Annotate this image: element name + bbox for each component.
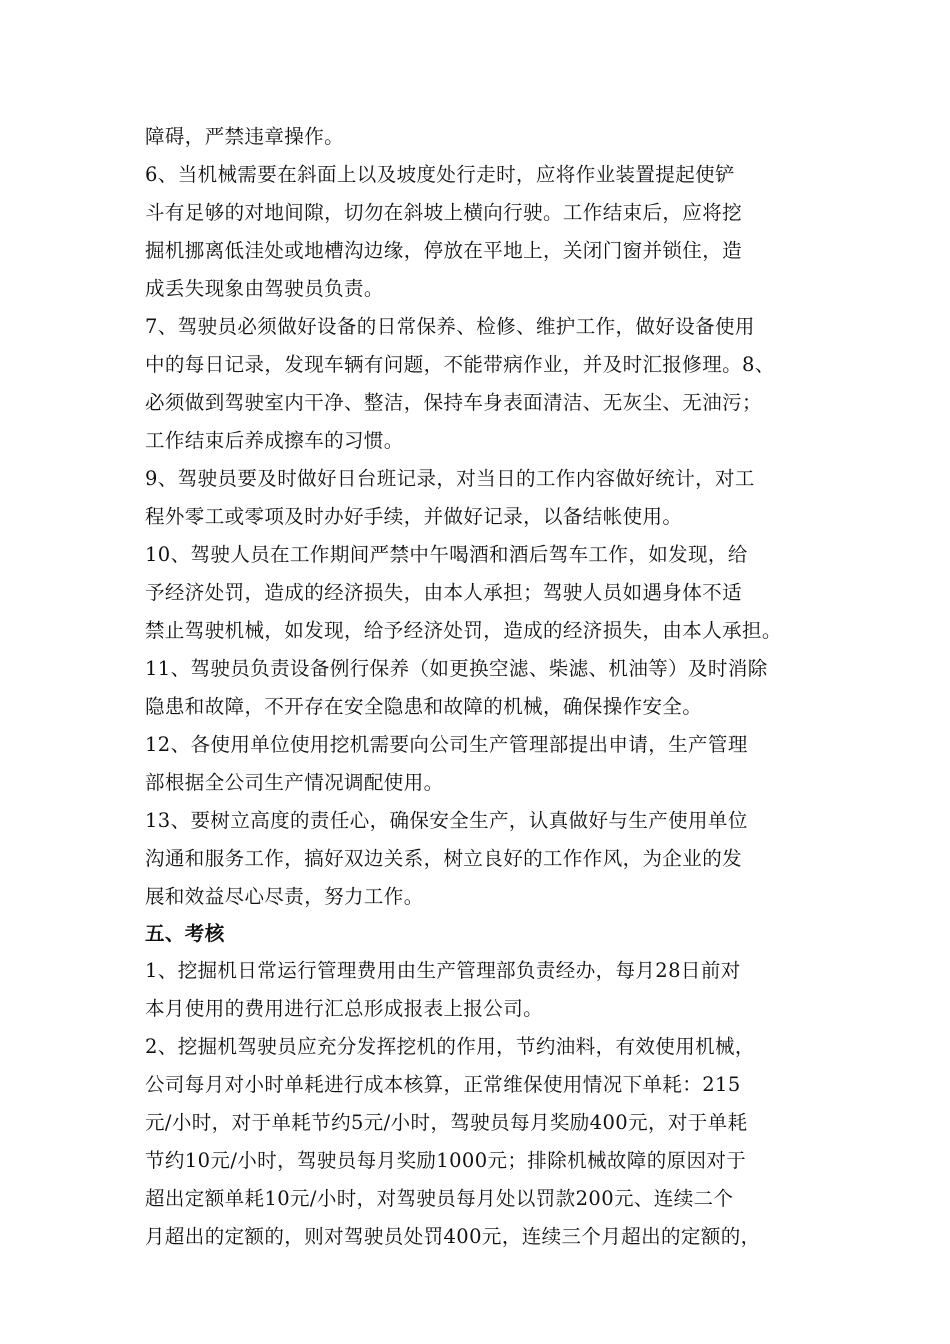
- text-line: 10、驾驶人员在工作期间严禁中午喝酒和酒后驾车工作，如发现，给: [145, 543, 748, 566]
- text-line: 1、挖掘机日常运行管理费用由生产管理部负责经办，每月28日前对: [145, 959, 741, 982]
- text-line: 超出定额单耗10元/小时，对驾驶员每月处以罚款200元、连续二个: [145, 1187, 734, 1210]
- text-line: 中的每日记录，发现车辆有问题，不能带病作业，并及时汇报修理。8、: [145, 353, 775, 376]
- text-line: 13、要树立高度的责任心，确保安全生产，认真做好与生产使用单位: [145, 809, 748, 832]
- text-line: 部根据全公司生产情况调配使用。: [145, 771, 444, 794]
- text-line: 工作结束后养成擦车的习惯。: [145, 429, 404, 452]
- section-heading: 五、考核: [145, 922, 225, 945]
- text-line: 2、挖掘机驾驶员应充分发挥挖机的作用，节约油料，有效使用机械，: [145, 1035, 755, 1058]
- text-line: 9、驾驶员要及时做好日台班记录，对当日的工作内容做好统计，对工: [145, 467, 755, 490]
- text-line: 成丢失现象由驾驶员负责。: [145, 277, 384, 300]
- text-line: 7、驾驶员必须做好设备的日常保养、检修、维护工作，做好设备使用: [145, 315, 755, 338]
- text-line: 隐患和故障，不开存在安全隐患和故障的机械，确保操作安全。: [145, 695, 703, 718]
- text-line: 斗有足够的对地间隙，切勿在斜坡上横向行驶。工作结束后，应将挖: [145, 201, 743, 224]
- text-line: 月超出的定额的，则对驾驶员处罚400元，连续三个月超出的定额的，: [145, 1225, 761, 1248]
- text-line: 禁止驾驶机械，如发现，给予经济处罚，造成的经济损失，由本人承担。: [145, 619, 782, 642]
- text-line: 掘机挪离低洼处或地槽沟边缘，停放在平地上，关闭门窗并锁住，造: [145, 239, 743, 262]
- text-line: 11、驾驶员负责设备例行保养（如更换空滤、柴滤、机油等）及时消除: [145, 657, 768, 680]
- text-line: 公司每月对小时单耗进行成本核算，正常维保使用情况下单耗：215: [145, 1073, 741, 1096]
- text-line: 沟通和服务工作，搞好双边关系，树立良好的工作作风，为企业的发: [145, 847, 743, 870]
- text-line: 展和效益尽心尽责，努力工作。: [145, 885, 424, 908]
- text-line: 12、各使用单位使用挖机需要向公司生产管理部提出申请，生产管理: [145, 733, 748, 756]
- text-line: 必须做到驾驶室内干净、整洁，保持车身表面清洁、无灰尘、无油污；: [145, 391, 762, 414]
- text-line: 障碍，严禁违章操作。: [145, 125, 345, 148]
- text-line: 程外零工或零项及时办好手续，并做好记录，以备结帐使用。: [145, 505, 683, 528]
- text-line: 6、当机械需要在斜面上以及坡度处行走时，应将作业装置提起使铲: [145, 163, 735, 186]
- text-line: 本月使用的费用进行汇总形成报表上报公司。: [145, 997, 544, 1020]
- document-page: [145, 118, 825, 1256]
- text-line: 元/小时，对于单耗节约5元/小时，驾驶员每月奖励400元，对于单耗: [145, 1111, 748, 1134]
- text-line: 予经济处罚，造成的经济损失，由本人承担；驾驶人员如遇身体不适: [145, 581, 743, 604]
- text-line: 节约10元/小时，驾驶员每月奖励1000元；排除机械故障的原因对于: [145, 1149, 747, 1172]
